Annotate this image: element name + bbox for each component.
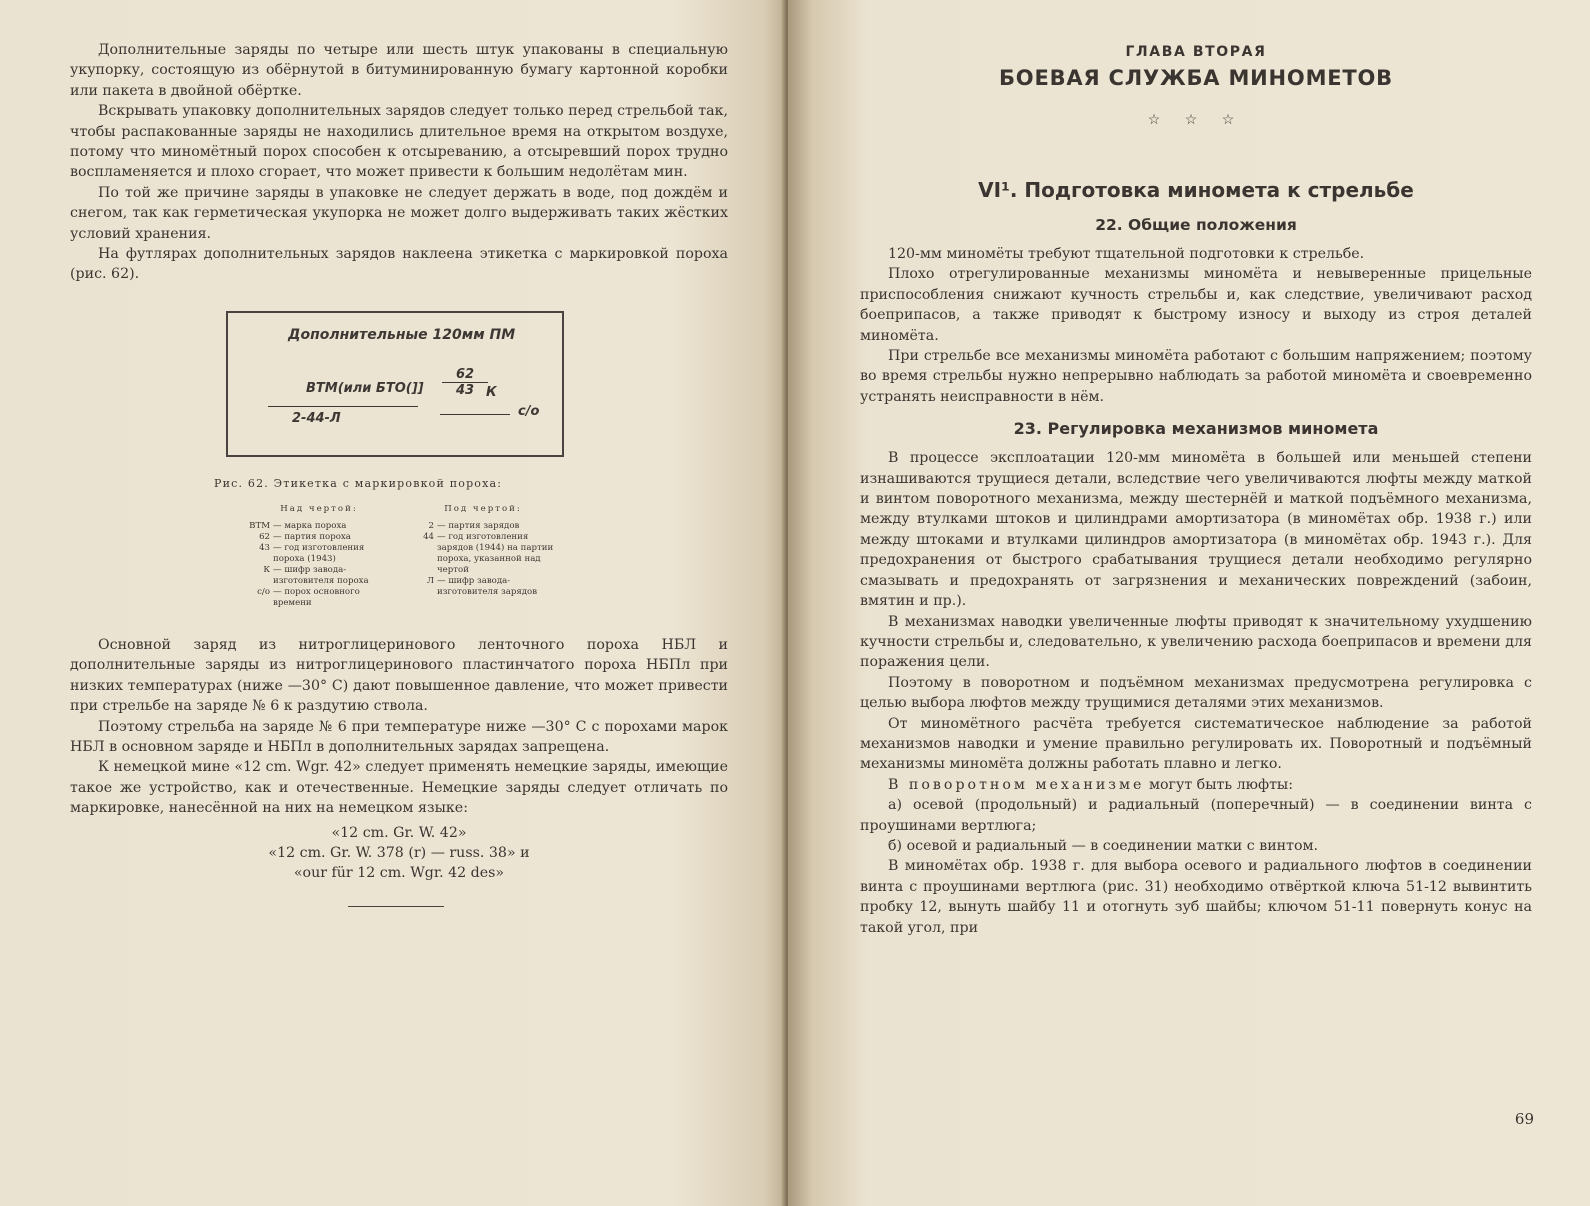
legend-above	[240, 504, 398, 609]
paragraph: По той же причине заряды в упаковке не следует держать в воде, под дождём и снегом, так как герметическая укупорка не может долго выдерживать таких жёстких условий хранения.	[70, 184, 728, 242]
paragraph: В процессе эксплоатации 120-мм миномёта в большей или меньшей степени изнашиваются трущиеся детали, вследствие чего увеличиваются люфты между маткой и винтом поворотного механизма, между шестернёй и маткой подъёмного механизма, между втулками штоков и цилиндрами амортизатора (в миномётах обр. 1938 г.) или между штоками и втулками цилиндров амортизатора (в миномётах обр. 1943 г.). Для предохранения от быстрого срабатывания трущиеся детали необходимо регулярно смазывать и предохранять от загрязнения и механических повреждений (забоин, вмятин и пр.).	[860, 450, 1532, 610]
legend-value: — шифр завода-изготовителя пороха	[273, 564, 369, 586]
legend-key: 44	[423, 531, 434, 542]
paragraph: Плохо отрегулированные механизмы миномёта и невыверенные прицельные приспособления снижают кучность стрельбы и, как следствие, увеличивают расход боеприпасов, а также приводят к быстрому износу и выходу из строя деталей миномёта.	[860, 266, 1532, 344]
legend-value: — партия пороха	[273, 531, 351, 542]
label-co: с/о	[518, 403, 540, 419]
german-markings	[70, 823, 728, 884]
chapter-title: БОЕВАЯ СЛУЖБА МИНОМЕТОВ	[999, 66, 1393, 90]
legend-row	[240, 532, 398, 543]
page-number: 69	[1514, 1110, 1534, 1128]
section-divider	[348, 906, 444, 907]
lead-rest: могут быть люфты:	[1144, 776, 1293, 793]
paragraph: 120-мм миномёты требуют тщательной подготовки к стрельбе.	[888, 246, 1365, 262]
legend-value: — марка пороха	[273, 520, 347, 531]
list-item: а) осевой (продольный) и радиальный (поперечный) — в соединении винта с проушинами вертлюга;	[860, 797, 1532, 834]
figure-legend	[240, 504, 728, 609]
legend-row	[404, 576, 562, 598]
label-underline	[440, 414, 510, 415]
legend-row	[240, 543, 398, 565]
paragraph: Дополнительные заряды по четыре или шесть штук упакованы в специальную укупорку, состоящую из обёрнутой в битуминированную бумагу картонной коробки или пакета в двойной обёртке.	[70, 42, 728, 99]
paragraph: На футлярах дополнительных зарядов наклеена этикетка с маркировкой пороха (рис. 62).	[70, 246, 728, 283]
paragraph: Поэтому стрельба на заряде № 6 при температуре ниже —30° С с порохами марок НБЛ в основном заряде и НБПл в дополнительных зарядах запрещена.	[70, 718, 728, 755]
label-divider-line	[268, 406, 418, 407]
left-paragraphs-bottom	[70, 635, 728, 819]
label-k: К	[486, 384, 497, 400]
legend-row	[240, 587, 398, 609]
legend-key: К	[263, 564, 270, 575]
legend-value: — год изготовления зарядов (1944) на партии пороха, указанной над чертой	[437, 531, 554, 575]
label-title: Дополнительные 120мм ПМ	[288, 326, 516, 343]
legend-key: с/о	[257, 586, 270, 597]
legend-key: Л	[426, 575, 434, 586]
paragraph: При стрельбе все механизмы миномёта работают с большим напряжением; поэтому во время стрельбы нужно непрерывно наблюдать за работой миномёта и своевременно устранять неисправности в нём.	[860, 348, 1532, 405]
legend-value: — год изготовления пороха (1943)	[273, 542, 365, 564]
stars-ornament: ☆ ☆ ☆	[1147, 112, 1245, 128]
powder-label-figure	[226, 311, 564, 457]
legend-row	[404, 521, 562, 532]
left-page	[0, 0, 788, 1206]
label-denominator: 43	[455, 382, 475, 398]
spaced-lead: В поворотном механизме	[888, 776, 1145, 793]
legend-row	[404, 532, 562, 576]
figure-caption: Рис. 62. Этикетка с маркировкой пороха:	[214, 476, 503, 490]
legend-value: — порох основного времени	[273, 586, 360, 608]
paragraph	[860, 775, 1532, 795]
label-marking: ВТМ(или БТО(]]	[306, 380, 424, 396]
legend-key: 62	[259, 531, 270, 542]
paragraph: От миномётного расчёта требуется систематическое наблюдение за работой механизмов наводки и умение правильно регулировать их. Поворотный и подъёмный механизмы миномёта должны работать плавно и легко.	[860, 715, 1532, 773]
german-marking: «12 cm. Gr. W. 378 (r) — russ. 38» и	[268, 844, 530, 861]
paragraph: Поэтому в поворотном и подъёмном механизмах предусмотрена регулировка с целью выбора люфтов между трущимися деталями этих механизмов.	[860, 674, 1532, 712]
label-numerator: 62	[442, 367, 488, 383]
paragraph: Вскрывать упаковку дополнительных зарядов следует только перед стрельбой так, чтобы распакованные заряды не находились длительное время на открытом воздухе, потому что миномётный порох способен к отсыреванию, а отсыревший порох трудно воспламеняется и плохо сгорает, что может привести к большим недолётам мин.	[70, 103, 728, 181]
section-heading: VI¹. Подготовка миномета к стрельбе	[978, 178, 1414, 202]
list-item: б) осевой и радиальный — в соединении матки с винтом.	[888, 837, 1319, 854]
subsection-heading: 22. Общие положения	[1095, 216, 1297, 234]
paragraph: К немецкой мине «12 cm. Wgr. 42» следует применять немецкие заряды, имеющие такое же устройство, как и отечественные. Немецкие заряды следует отличать по маркировке, нанесённой на них на немецком языке:	[70, 759, 728, 817]
legend-key: 43	[259, 542, 270, 553]
legend-row	[240, 521, 398, 532]
paragraph: В механизмах наводки увеличенные люфты приводят к значительному ухудшению кучности стрельбы и, следовательно, к увеличению расхода боеприпасов и времени для поражения цели.	[860, 613, 1532, 671]
chapter-label: ГЛАВА ВТОРАЯ	[1125, 44, 1267, 60]
legend-below-title: Под чертой:	[444, 503, 522, 514]
legend-row	[240, 565, 398, 587]
subsection-heading: 23. Регулировка механизмов миномета	[1013, 419, 1379, 439]
right-page	[788, 0, 1590, 1206]
label-lot: 2-44-Л	[292, 410, 341, 426]
legend-below	[404, 504, 562, 609]
legend-key: ВТМ	[249, 520, 270, 531]
left-paragraphs-top	[70, 40, 728, 285]
legend-value: — шифр завода-изготовителя зарядов	[437, 575, 538, 597]
legend-above-title: Над чертой:	[280, 503, 358, 514]
paragraph: Основной заряд из нитроглицеринового ленточного пороха НБЛ и дополнительные заряды из нитроглицеринового пластинчатого пороха НБПл при низких температурах (ниже —30° С) дают повышенное давление, что может привести при стрельбе на заряде № 6 к раздутию ствола.	[70, 636, 728, 715]
legend-key: 2	[428, 520, 434, 531]
german-marking: «12 cm. Gr. W. 42»	[331, 824, 467, 841]
label-fraction	[438, 367, 514, 398]
german-marking: «our für 12 cm. Wgr. 42 des»	[293, 865, 505, 882]
legend-value: — партия зарядов	[437, 520, 520, 531]
paragraph: В миномётах обр. 1938 г. для выбора осевого и радиального люфтов в соединении винта с проушинами вертлюга (рис. 31) необходимо отвёрткой ключа 51-12 вывинтить пробку 12, вынуть шайбу 11 и отогнуть зуб шайбы; ключом 51-11 повернуть конус на такой угол, при	[860, 858, 1532, 936]
